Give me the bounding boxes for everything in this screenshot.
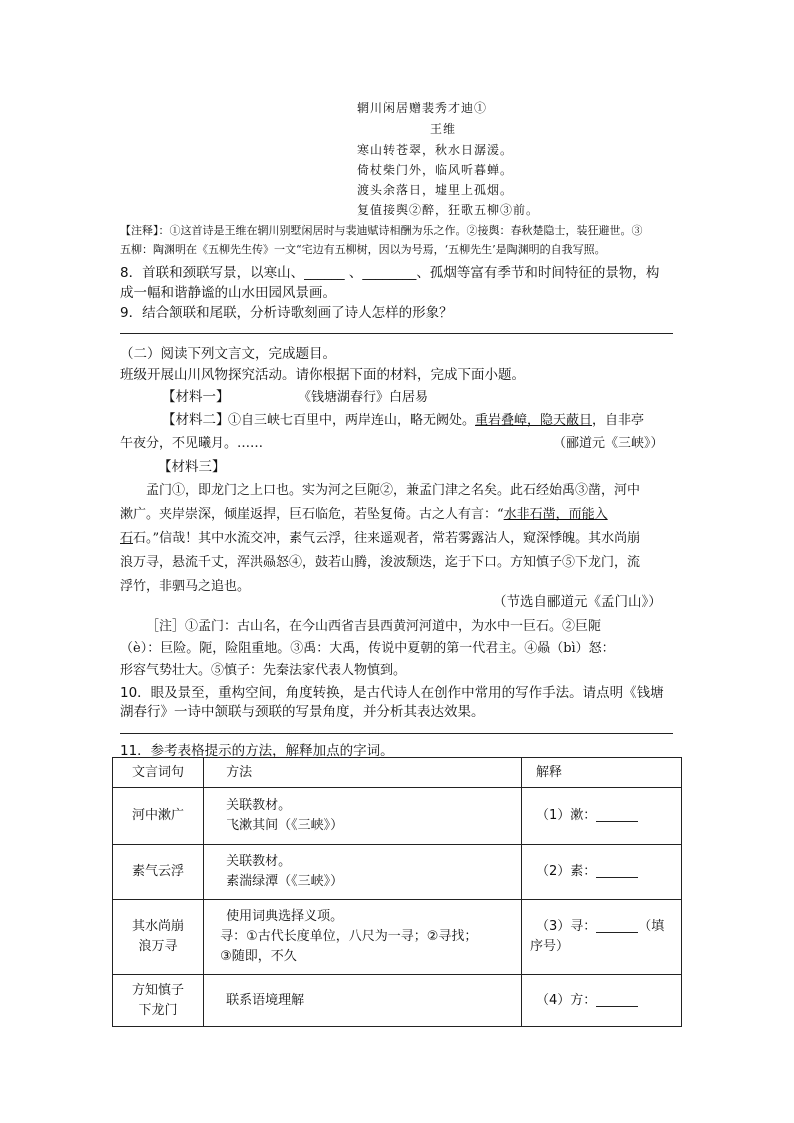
phrase-cell: 河中漱广 bbox=[113, 788, 204, 845]
answer-cell bbox=[521, 900, 681, 975]
material-2-underlined: 重岩叠嶂，隐天蔽日 bbox=[475, 413, 593, 428]
answer-line bbox=[120, 733, 673, 734]
phrase-cell bbox=[113, 900, 204, 975]
table-row bbox=[113, 845, 682, 900]
answer-label: （3）寻： bbox=[535, 919, 597, 934]
answer-line-2: 序号） bbox=[529, 939, 569, 954]
table-row bbox=[113, 900, 682, 975]
poem-author: 王维 bbox=[430, 122, 457, 136]
poem-note-line-2: 五柳：陶渊明在《五柳先生传》一文“宅边有五柳树，因以为号焉，‘五柳先生’是陶渊明的自我写照。 bbox=[120, 243, 606, 256]
answer-label: （4）方： bbox=[535, 992, 597, 1008]
material-2-text-a: ①自三峡七百里中，两岸连山，略无阙处。 bbox=[228, 413, 476, 428]
table-row bbox=[113, 975, 682, 1027]
material-3-line-2 bbox=[120, 503, 608, 522]
material-3-line-4: 浪万寻，悬流千丈，浑洪赑怒④，鼓若山腾，浚波颓迭，迄于下口。方知慎子⑤下龙门，流 bbox=[120, 555, 641, 570]
poem-line-4: 复值接舆②醉，狂歌五柳③前。 bbox=[357, 203, 540, 217]
material-3-underlined-a: 水非石凿，而能入 bbox=[503, 507, 608, 522]
phrase-line: 其水尚崩 bbox=[132, 919, 185, 934]
answer-blank[interactable] bbox=[596, 863, 638, 878]
poem-line-1: 寒山转苍翠，秋水日潺湲。 bbox=[357, 143, 514, 157]
material-3-line-2-text: 漱广。夹岸崇深，倾崖返捍，巨石临危，若坠复倚。古之人有言：“ bbox=[120, 507, 504, 522]
question-8-line-1: 8．首联和颈联写景，以寒山、______ 、________、孤烟等富有季节和时间特征的景物，构 bbox=[120, 265, 660, 281]
answer-cell bbox=[521, 975, 681, 1027]
material-2-source: （郦道元《三峡》） bbox=[553, 436, 664, 451]
material-3-line-1: 孟门①，即龙门之上口也。实为河之巨阨②，兼孟门津之名矣。此石经始禹③凿，河中 bbox=[146, 483, 641, 498]
method-cell: 联系语境理解 bbox=[204, 975, 522, 1027]
phrase-cell: 素气云浮 bbox=[113, 845, 204, 900]
poem-note-line-1: 【注释】：①这首诗是王维在辋川别墅闲居时与裴迪赋诗相酬为乐之作。②接舆：春秋楚隐士，装狂避世。③ bbox=[120, 224, 643, 237]
material-3-source: （节选自郦道元《孟门山》） bbox=[493, 594, 662, 610]
poem-line-3: 渡头余落日，墟里上孤烟。 bbox=[357, 183, 514, 197]
method-cell bbox=[204, 788, 522, 845]
material-3-line-5: 浮竹，非驷马之追也。 bbox=[120, 579, 251, 594]
method-cell bbox=[204, 845, 522, 900]
material-3-underlined-b: 石 bbox=[120, 531, 134, 546]
material-3-note-3: 形容气势壮大。⑤慎子：先秦法家代表人物慎到。 bbox=[120, 663, 407, 678]
method-line: ③随即，不久 bbox=[220, 949, 297, 964]
poem-title: 辋川闲居赠裴秀才迪① bbox=[357, 101, 488, 115]
material-2-text-b: ，自非亭 bbox=[592, 413, 645, 428]
header-method: 方法 bbox=[204, 758, 522, 788]
question-10-line-1: 10．眼及景至，重构空间，角度转换，是古代诗人在创作中常用的写作手法。请点明《钱塘 bbox=[120, 685, 664, 701]
table-row bbox=[113, 788, 682, 845]
phrase-line: 浪万寻 bbox=[138, 939, 178, 954]
answer-blank[interactable] bbox=[596, 992, 638, 1007]
answer-blank[interactable] bbox=[596, 918, 638, 933]
question-9: 9．结合颔联和尾联，分析诗歌刻画了诗人怎样的形象？ bbox=[120, 305, 453, 321]
phrase-line: 下龙门 bbox=[138, 1002, 178, 1018]
header-answer: 解释 bbox=[521, 758, 681, 788]
table-header-row bbox=[113, 758, 682, 788]
material-1-text: 《钱塘湖春行》白居易 bbox=[298, 390, 429, 405]
material-3-note-1: ［注］①孟门：古山名，在今山西省吉县西黄河河道中，为水中一巨石。②巨阨 bbox=[146, 619, 602, 634]
method-line: 飞漱其间（《三峡》） bbox=[226, 818, 344, 833]
question-11-prompt: 11．参考表格提示的方法，解释加点的字词。 bbox=[120, 743, 394, 759]
material-2-line-2: 午夜分，不见曦月。…… bbox=[120, 436, 264, 451]
answer-cell bbox=[521, 788, 681, 845]
method-line: 关联教材。 bbox=[226, 854, 292, 869]
poem-line-2: 倚杖柴门外，临风听暮蝉。 bbox=[357, 163, 514, 177]
material-2-line-1 bbox=[228, 409, 644, 428]
answer-line-1 bbox=[536, 917, 675, 937]
material-3-label: 【材料三】 bbox=[158, 459, 226, 475]
material-3-line-3 bbox=[120, 527, 640, 546]
phrase-line: 方知慎子 bbox=[132, 982, 185, 998]
section-2-heading: （二）阅读下列文言文，完成题目。 bbox=[120, 346, 336, 362]
material-2-label: 【材料二】 bbox=[162, 412, 230, 428]
method-line: 使用词典选择义项。 bbox=[226, 909, 344, 924]
answer-line bbox=[120, 333, 673, 334]
method-line: 寻：①古代长度单位，八尺为一寻；②寻找； bbox=[220, 929, 478, 944]
question-8-line-2: 成一幅和谐静谧的山水田园风景画。 bbox=[120, 285, 336, 301]
phrase-cell bbox=[113, 975, 204, 1027]
section-2-intro: 班级开展山川风物探究活动。请你根据下面的材料，完成下面小题。 bbox=[120, 367, 525, 383]
question-10-line-2: 湖春行》一诗中颔联与颈联的写景角度，并分析其表达效果。 bbox=[120, 704, 485, 720]
method-cell bbox=[204, 900, 522, 975]
answer-label: （2）素： bbox=[535, 864, 597, 879]
method-line: 关联教材。 bbox=[226, 798, 292, 813]
material-3-note-2: （è）：巨险。阨，险阻重地。③禹：大禹，传说中夏朝的第一代君主。④赑（bì）怒： bbox=[120, 641, 615, 656]
vocab-table bbox=[112, 757, 682, 1027]
header-phrase: 文言词句 bbox=[113, 758, 204, 788]
method-line: 素湍绿潭（《三峡》） bbox=[226, 874, 344, 889]
material-3-line-3-text: 石。”信哉！其中水流交冲，素气云浮，往来遥观者，常若雾露沾人，窥深悸魄。其水尚崩 bbox=[133, 531, 641, 546]
answer-label: （1）漱： bbox=[535, 808, 597, 823]
answer-cell bbox=[521, 845, 681, 900]
answer-suffix: （填 bbox=[638, 919, 665, 934]
material-1-label: 【材料一】 bbox=[162, 389, 230, 405]
answer-blank[interactable] bbox=[596, 807, 638, 822]
